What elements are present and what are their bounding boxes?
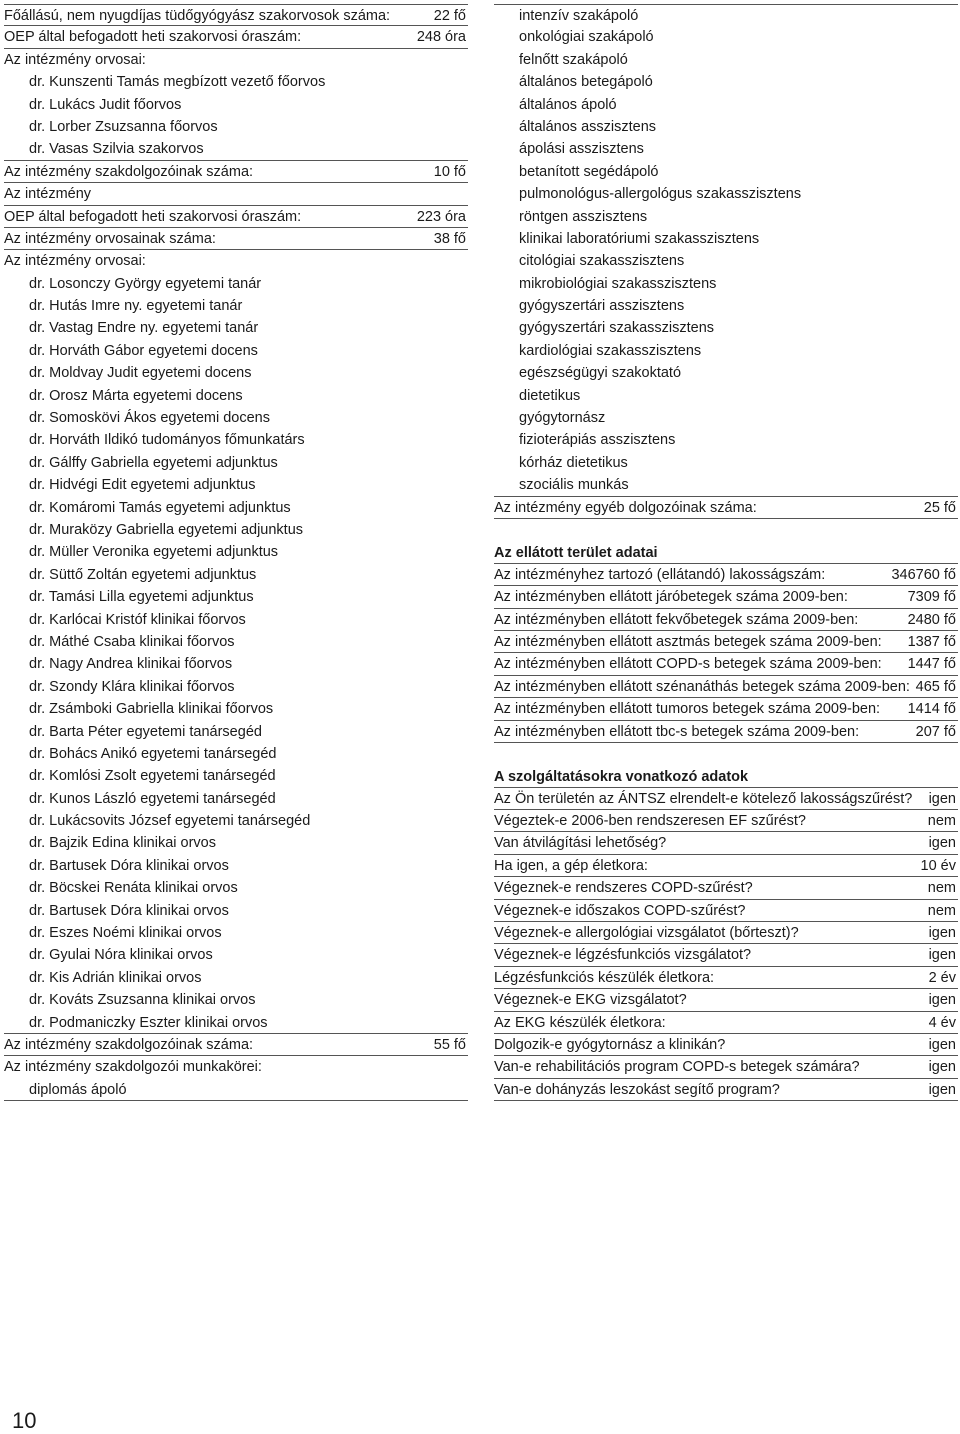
doctor-item bbox=[4, 877, 468, 899]
munkakor-item-label: klinikai laboratóriumi szakasszisztens bbox=[519, 230, 760, 247]
ellatott-section-title: Az ellátott terület adatai bbox=[494, 541, 958, 563]
stat-row-label: OEP által befogadott heti szakorvosi óraszám: bbox=[4, 29, 302, 46]
doctor-item-label: dr. Böcskei Renáta klinikai orvos bbox=[29, 880, 238, 897]
doctor-item-label: dr. Bartusek Dóra klinikai orvos bbox=[29, 902, 229, 919]
stat-row-value: 248 óra bbox=[416, 29, 466, 46]
szolgaltatas-section-title: A szolgáltatásokra vonatkozó adatok bbox=[494, 765, 958, 787]
munkakor-item bbox=[494, 385, 958, 407]
doctor-item-label: dr. Gálffy Gabriella egyetemi adjunktus bbox=[29, 454, 278, 471]
doctor-item-label: dr. Bartusek Dóra klinikai orvos bbox=[29, 857, 229, 874]
munkakor-item bbox=[494, 228, 958, 250]
munkakor-item bbox=[494, 26, 958, 48]
munkakor-item-label: gyógyszertári szakasszisztens bbox=[519, 320, 715, 337]
szolgaltatas-row-value: igen bbox=[928, 1059, 956, 1076]
munkakor-item-label: kórház dietetikus bbox=[519, 454, 628, 471]
doctor-item bbox=[4, 788, 468, 810]
munkakor-item-label: egészségügyi szakoktató bbox=[519, 365, 682, 382]
doctor-item bbox=[4, 295, 468, 317]
munkakor-item-label: diplomás ápoló bbox=[29, 1081, 127, 1098]
doctor-item bbox=[4, 452, 468, 474]
szolgaltatas-row-value: 2 év bbox=[928, 969, 956, 986]
stat-row bbox=[4, 206, 468, 228]
szolgaltatas-row-value: igen bbox=[928, 790, 956, 807]
ellatott-row bbox=[494, 586, 958, 608]
doctor-item-label: dr. Gyulai Nóra klinikai orvos bbox=[29, 947, 213, 964]
szolgaltatas-row-label: Van-e dohányzás leszokást segítő program? bbox=[494, 1081, 780, 1098]
doctor-item-label: dr. Horváth Gábor egyetemi docens bbox=[29, 342, 258, 359]
doctor-item bbox=[4, 967, 468, 989]
egyeb-row-label: Az intézmény egyéb dolgozóinak száma: bbox=[494, 499, 757, 516]
ellatott-row bbox=[494, 698, 958, 720]
doctor-item bbox=[4, 922, 468, 944]
doctor-item-label: dr. Hutás Imre ny. egyetemi tanár bbox=[29, 298, 243, 315]
szakdolgozo-row-label: Az intézmény szakdolgozóinak száma: bbox=[4, 163, 254, 180]
ellatott-row-label: Az intézményben ellátott fekvőbetegek száma 2009-ben: bbox=[494, 611, 859, 628]
doctor-item bbox=[4, 1012, 468, 1034]
doctor-item bbox=[4, 586, 468, 608]
egyeb-row-value: 25 fő bbox=[923, 499, 956, 516]
munkakor-item bbox=[494, 273, 958, 295]
szolgaltatas-row bbox=[494, 989, 958, 1011]
doctor-item-label: dr. Komáromi Tamás egyetemi adjunktus bbox=[29, 499, 291, 516]
szolgaltatas-row-value: nem bbox=[927, 813, 956, 830]
munkakor-item bbox=[494, 4, 958, 26]
doctor-item bbox=[4, 474, 468, 496]
szolgaltatas-row-label: Légzésfunkciós készülék életkora: bbox=[494, 969, 715, 986]
szolgaltatas-row bbox=[494, 1012, 958, 1034]
munkakor-item-label: gyógytornász bbox=[519, 410, 606, 427]
right-column bbox=[494, 4, 958, 1101]
doctor-item bbox=[4, 609, 468, 631]
szolgaltatas-row bbox=[494, 900, 958, 922]
doctor-item-label: dr. Zsámboki Gabriella klinikai főorvos bbox=[29, 701, 274, 718]
szolgaltatas-row bbox=[494, 1079, 958, 1101]
munkakor-item bbox=[494, 71, 958, 93]
doctor-item-label: dr. Süttő Zoltán egyetemi adjunktus bbox=[29, 566, 257, 583]
ellatott-row-value: 1387 fő bbox=[907, 633, 956, 650]
ellatott-row-value: 346760 fő bbox=[891, 566, 956, 583]
munkakor-item bbox=[494, 317, 958, 339]
ellatott-row bbox=[494, 631, 958, 653]
munkakor-item bbox=[494, 94, 958, 116]
doctor-item-label: dr. Orosz Márta egyetemi docens bbox=[29, 387, 243, 404]
szolgaltatas-row bbox=[494, 832, 958, 854]
szolgaltatas-row-label: Végeznek-e légzésfunkciós vizsgálatot? bbox=[494, 947, 752, 964]
ellatott-row-value: 1447 fő bbox=[907, 656, 956, 673]
szolgaltatas-row-label: Végeznek-e rendszeres COPD-szűrést? bbox=[494, 880, 753, 897]
doctor-item bbox=[4, 407, 468, 429]
spacer bbox=[494, 743, 958, 765]
left-column bbox=[4, 4, 468, 1101]
szolgaltatas-row-value: igen bbox=[928, 835, 956, 852]
ellatott-row-label: Az intézményben ellátott járóbetegek száma 2009-ben: bbox=[494, 589, 848, 606]
doctor-item bbox=[4, 676, 468, 698]
stat-row-value: 22 fő bbox=[433, 8, 466, 24]
doctor-item-label: dr. Moldvay Judit egyetemi docens bbox=[29, 365, 252, 382]
doctor-item-label: dr. Szondy Klára klinikai főorvos bbox=[29, 678, 235, 695]
doctor-item-label: dr. Lorber Zsuzsanna főorvos bbox=[29, 118, 218, 135]
munkakor-item-label: gyógyszertári asszisztens bbox=[519, 298, 685, 315]
munkakor-item-label: onkológiai szakápoló bbox=[519, 29, 654, 46]
ellatott-row-label: Az intézményben ellátott szénanáthás betegek száma 2009-ben: bbox=[494, 678, 910, 695]
ellatott-row-value: 1414 fő bbox=[907, 701, 956, 718]
ellatott-row bbox=[494, 721, 958, 743]
ellatott-row-value: 465 fő bbox=[915, 678, 956, 695]
ellatott-row-label: Az intézményben ellátott tbc-s betegek száma 2009-ben: bbox=[494, 723, 860, 740]
szolgaltatas-row bbox=[494, 922, 958, 944]
ellatott-row bbox=[494, 564, 958, 586]
munkakor-item bbox=[494, 474, 958, 496]
szolgaltatas-row-value: 4 év bbox=[928, 1014, 956, 1031]
orvosai-label bbox=[4, 49, 468, 71]
szolgaltatas-row-label: Az EKG készülék életkora: bbox=[494, 1014, 666, 1031]
munkakor-item bbox=[494, 161, 958, 183]
intezmeny-heading-label: Az intézmény bbox=[4, 186, 92, 203]
orvosai-label-label: Az intézmény orvosai: bbox=[4, 253, 146, 270]
szolgaltatas-row bbox=[494, 810, 958, 832]
stat-row-value: 223 óra bbox=[416, 208, 466, 225]
szolgaltatas-row-label: Végeznek-e EKG vizsgálatot? bbox=[494, 992, 687, 1009]
doctor-item bbox=[4, 541, 468, 563]
doctor-item-label: dr. Máthé Csaba klinikai főorvos bbox=[29, 633, 235, 650]
ellatott-row bbox=[494, 609, 958, 631]
stat-row bbox=[4, 26, 468, 48]
intezmeny-heading bbox=[4, 183, 468, 205]
doctor-item bbox=[4, 362, 468, 384]
doctor-item bbox=[4, 832, 468, 854]
munkakor-item bbox=[494, 49, 958, 71]
doctor-item bbox=[4, 519, 468, 541]
szolgaltatas-row-value: 10 év bbox=[920, 857, 956, 874]
szolgaltatas-row bbox=[494, 1056, 958, 1078]
munkakor-item-label: kardiológiai szakasszisztens bbox=[519, 342, 702, 359]
doctor-item-label: dr. Somoskövi Ákos egyetemi docens bbox=[29, 410, 270, 427]
stat-row-label: OEP által befogadott heti szakorvosi óraszám: bbox=[4, 208, 302, 225]
doctor-item bbox=[4, 944, 468, 966]
doctor-item-label: dr. Tamási Lilla egyetemi adjunktus bbox=[29, 589, 254, 606]
doctor-item bbox=[4, 116, 468, 138]
szolgaltatas-row-value: igen bbox=[928, 1081, 956, 1098]
munkakor-item-label: intenzív szakápoló bbox=[519, 8, 639, 24]
doctor-item-label: dr. Vastag Endre ny. egyetemi tanár bbox=[29, 320, 259, 337]
munkakor-item bbox=[494, 183, 958, 205]
doctor-item-label: dr. Kunos László egyetemi tanársegéd bbox=[29, 790, 276, 807]
doctor-item-label: dr. Hidvégi Edit egyetemi adjunktus bbox=[29, 477, 256, 494]
doctor-item-label: dr. Nagy Andrea klinikai főorvos bbox=[29, 656, 233, 673]
doctor-item bbox=[4, 94, 468, 116]
munkakorei-label-label: Az intézmény szakdolgozói munkakörei: bbox=[4, 1059, 262, 1076]
stat-row-value: 38 fő bbox=[433, 230, 466, 247]
doctor-item bbox=[4, 855, 468, 877]
szolgaltatas-row-label: Végeznek-e időszakos COPD-szűrést? bbox=[494, 902, 746, 919]
doctor-item bbox=[4, 900, 468, 922]
doctor-item bbox=[4, 721, 468, 743]
doctor-item-label: dr. Müller Veronika egyetemi adjunktus bbox=[29, 544, 279, 561]
munkakor-item-label: általános asszisztens bbox=[519, 118, 657, 135]
stat-row-label: Az intézmény orvosainak száma: bbox=[4, 230, 216, 247]
munkakor-item-label: felnőtt szakápoló bbox=[519, 51, 628, 68]
doctor-item-label: dr. Eszes Noémi klinikai orvos bbox=[29, 925, 222, 942]
munkakor-item-label: általános betegápoló bbox=[519, 74, 653, 91]
szolgaltatas-row-label: Az Ön területén az ÁNTSZ elrendelt-e kötelező lakosságszűrést? bbox=[494, 790, 913, 807]
ellatott-row-label: Az intézményben ellátott asztmás betegek száma 2009-ben: bbox=[494, 633, 882, 650]
munkakor-item-label: általános ápoló bbox=[519, 96, 617, 113]
doctor-item-label: dr. Bajzik Edina klinikai orvos bbox=[29, 835, 216, 852]
szolgaltatas-row bbox=[494, 788, 958, 810]
munkakor-item bbox=[494, 138, 958, 160]
doctor-item-label: dr. Barta Péter egyetemi tanársegéd bbox=[29, 723, 262, 740]
munkakor-item-label: dietetikus bbox=[519, 387, 581, 404]
doctor-item-label: dr. Losonczy György egyetemi tanár bbox=[29, 275, 262, 292]
szolgaltatas-row bbox=[494, 944, 958, 966]
doctor-item bbox=[4, 564, 468, 586]
doctor-item bbox=[4, 385, 468, 407]
doctor-item bbox=[4, 340, 468, 362]
doctor-item-label: dr. Horváth Ildikó tudományos főmunkatárs bbox=[29, 432, 305, 449]
stat-row bbox=[4, 4, 468, 26]
munkakor-item bbox=[494, 429, 958, 451]
doctor-item bbox=[4, 138, 468, 160]
page-number: 10 bbox=[12, 1408, 37, 1433]
munkakorei-label bbox=[4, 1056, 468, 1078]
doctor-item bbox=[4, 743, 468, 765]
munkakor-item bbox=[494, 250, 958, 272]
orvosai-label-label: Az intézmény orvosai: bbox=[4, 51, 146, 68]
munkakor-item-label: citológiai szakasszisztens bbox=[519, 253, 685, 270]
szakdolgozo-row-label: Az intézmény szakdolgozóinak száma: bbox=[4, 1036, 254, 1053]
szolgaltatas-row-label: Dolgozik-e gyógytornász a klinikán? bbox=[494, 1036, 726, 1053]
doctor-item bbox=[4, 71, 468, 93]
doctor-item-label: dr. Podmaniczky Eszter klinikai orvos bbox=[29, 1014, 268, 1031]
munkakor-item-label: pulmonológus-allergológus szakasszisztens bbox=[519, 186, 802, 203]
szakdolgozo-row bbox=[4, 1034, 468, 1056]
szolgaltatas-row bbox=[494, 1034, 958, 1056]
szakdolgozo-row bbox=[4, 161, 468, 183]
munkakor-item bbox=[494, 362, 958, 384]
munkakor-item-label: röntgen asszisztens bbox=[519, 208, 648, 225]
ellatott-row-label: Az intézményhez tartozó (ellátandó) lakosságszám: bbox=[494, 566, 826, 583]
szolgaltatas-row-label: Van-e rehabilitációs program COPD-s betegek számára? bbox=[494, 1059, 860, 1076]
szakdolgozo-row-value: 10 fő bbox=[433, 163, 466, 180]
munkakor-item bbox=[494, 407, 958, 429]
stat-row-label: Főállású, nem nyugdíjas tüdőgyógyász szakorvosok száma: bbox=[4, 8, 391, 24]
ellatott-row-value: 207 fő bbox=[915, 723, 956, 740]
doctor-item bbox=[4, 810, 468, 832]
szolgaltatas-row-value: igen bbox=[928, 925, 956, 942]
szolgaltatas-row-value: nem bbox=[927, 902, 956, 919]
ellatott-row-label: Az intézményben ellátott tumoros betegek száma 2009-ben: bbox=[494, 701, 881, 718]
munkakor-item bbox=[494, 116, 958, 138]
doctor-item bbox=[4, 273, 468, 295]
doctor-item bbox=[4, 317, 468, 339]
munkakor-item bbox=[494, 340, 958, 362]
ellatott-row-value: 2480 fő bbox=[907, 611, 956, 628]
ellatott-row bbox=[494, 676, 958, 698]
szolgaltatas-row-value: igen bbox=[928, 992, 956, 1009]
munkakor-item bbox=[4, 1079, 468, 1101]
szolgaltatas-row bbox=[494, 877, 958, 899]
munkakor-item bbox=[494, 206, 958, 228]
munkakor-item-label: betanított segédápoló bbox=[519, 163, 659, 180]
doctor-item-label: dr. Muraközy Gabriella egyetemi adjunktus bbox=[29, 521, 304, 538]
spacer bbox=[494, 519, 958, 541]
egyeb-row bbox=[494, 497, 958, 519]
doctor-item-label: dr. Kunszenti Tamás megbízott vezető főorvos bbox=[29, 74, 326, 91]
szakdolgozo-row-value: 55 fő bbox=[433, 1036, 466, 1053]
doctor-item bbox=[4, 429, 468, 451]
munkakor-item-label: mikrobiológiai szakasszisztens bbox=[519, 275, 717, 292]
ellatott-row-value: 7309 fő bbox=[907, 589, 956, 606]
doctor-item-label: dr. Komlósi Zsolt egyetemi tanársegéd bbox=[29, 768, 276, 785]
szolgaltatas-row-label: Végeztek-e 2006-ben rendszeresen EF szűrést? bbox=[494, 813, 806, 830]
doctor-item-label: dr. Lukács Judit főorvos bbox=[29, 96, 182, 113]
doctor-item bbox=[4, 497, 468, 519]
doctor-item-label: dr. Vasas Szilvia szakorvos bbox=[29, 141, 204, 158]
doctor-item-label: dr. Bohács Anikó egyetemi tanársegéd bbox=[29, 745, 277, 762]
doctor-item-label: dr. Karlócai Kristóf klinikai főorvos bbox=[29, 611, 246, 628]
doctor-item-label: dr. Kis Adrián klinikai orvos bbox=[29, 969, 202, 986]
szolgaltatas-row-label: Ha igen, a gép életkora: bbox=[494, 857, 648, 874]
munkakor-item bbox=[494, 452, 958, 474]
doctor-item bbox=[4, 653, 468, 675]
doctor-item-label: dr. Kováts Zsuzsanna klinikai orvos bbox=[29, 992, 256, 1009]
szolgaltatas-row-label: Van átvilágítási lehetőség? bbox=[494, 835, 667, 852]
orvosai-label bbox=[4, 250, 468, 272]
szolgaltatas-row bbox=[494, 967, 958, 989]
ellatott-row-label: Az intézményben ellátott COPD-s betegek száma 2009-ben: bbox=[494, 656, 882, 673]
szolgaltatas-row-label: Végeznek-e allergológiai vizsgálatot (bőrteszt)? bbox=[494, 925, 799, 942]
szolgaltatas-row-value: igen bbox=[928, 1036, 956, 1053]
doctor-item bbox=[4, 989, 468, 1011]
szolgaltatas-row-value: nem bbox=[927, 880, 956, 897]
munkakor-item-label: szociális munkás bbox=[519, 477, 629, 494]
doctor-item bbox=[4, 765, 468, 787]
doctor-item-label: dr. Lukácsovits József egyetemi tanársegéd bbox=[29, 813, 311, 830]
szolgaltatas-row-value: igen bbox=[928, 947, 956, 964]
munkakor-item-label: ápolási asszisztens bbox=[519, 141, 644, 158]
munkakor-item bbox=[494, 295, 958, 317]
munkakor-item-label: fizioterápiás asszisztens bbox=[519, 432, 676, 449]
doctor-item bbox=[4, 698, 468, 720]
stat-row bbox=[4, 228, 468, 250]
ellatott-row bbox=[494, 653, 958, 675]
doctor-item bbox=[4, 631, 468, 653]
szolgaltatas-row bbox=[494, 855, 958, 877]
